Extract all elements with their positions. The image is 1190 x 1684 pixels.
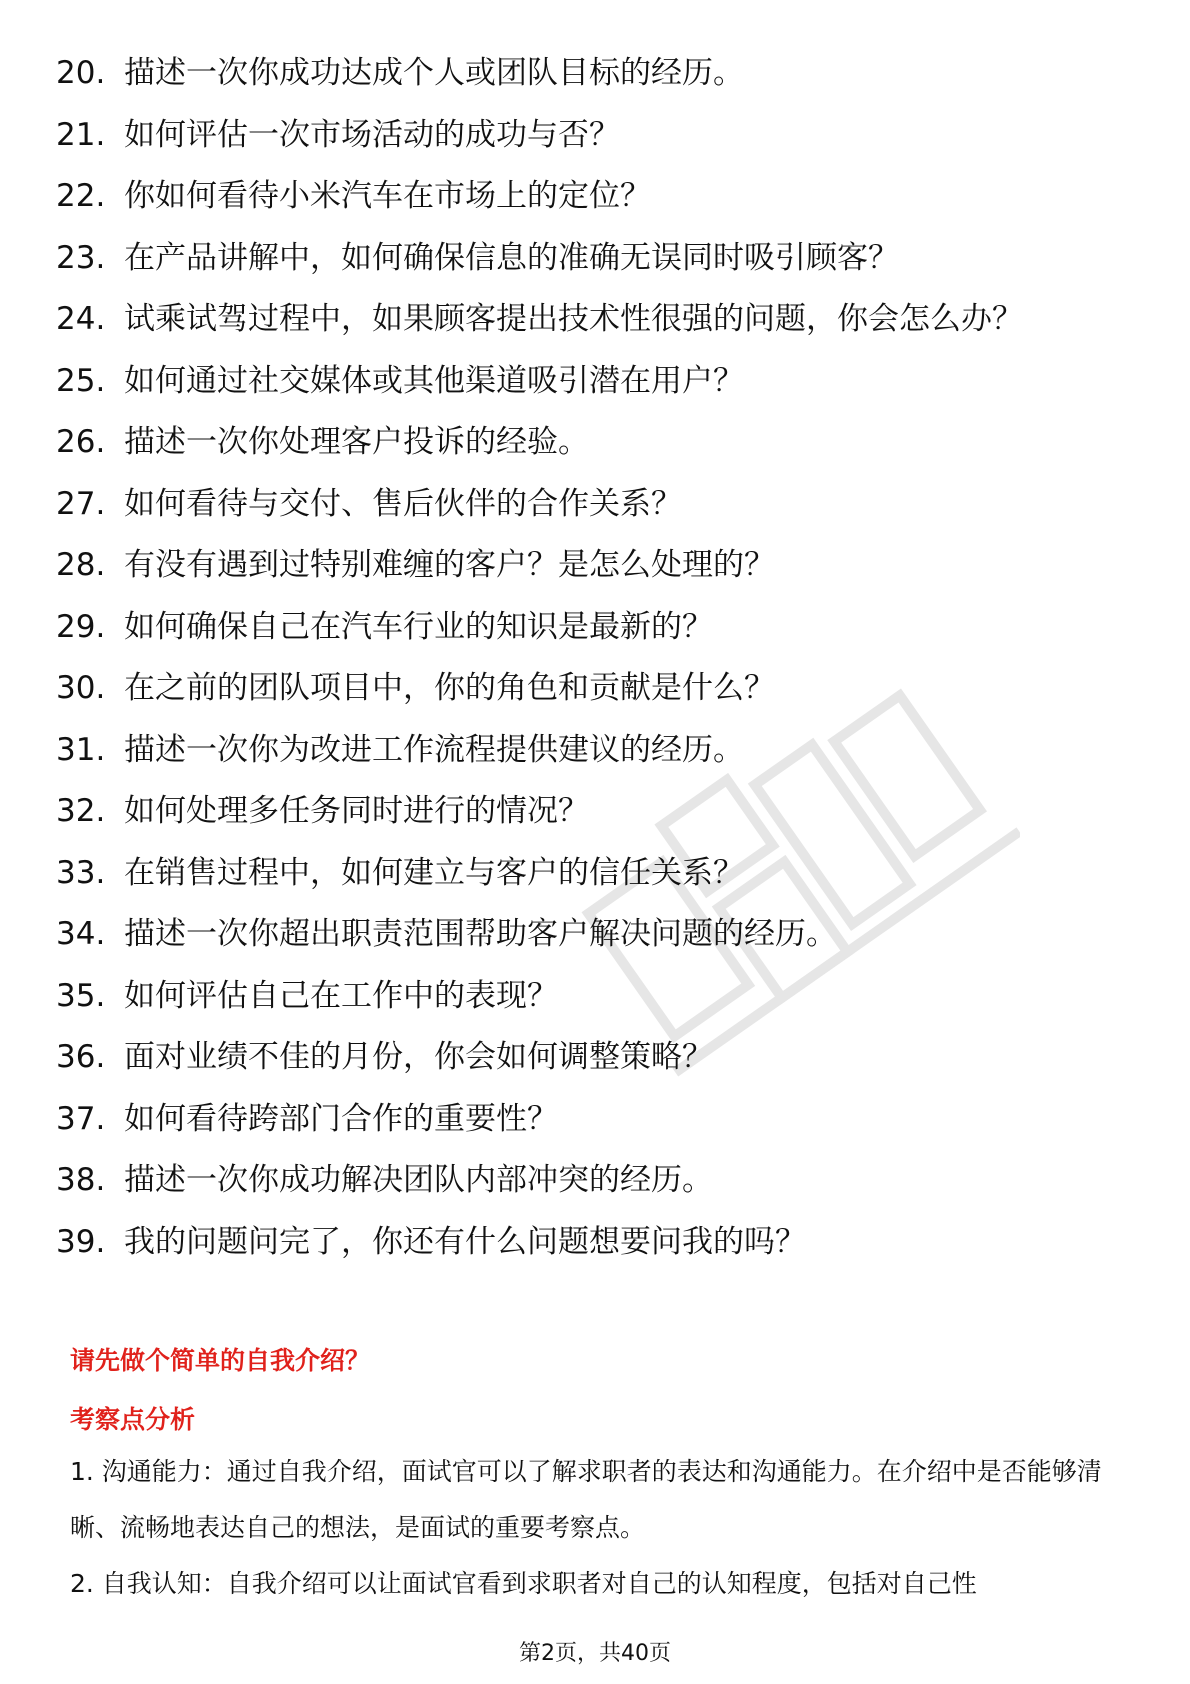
question-text: 如何评估一次市场活动的成功与否？ bbox=[124, 116, 620, 153]
list-item bbox=[56, 975, 1116, 1017]
list-item bbox=[56, 421, 1116, 463]
question-text: 如何通过社交媒体或其他渠道吸引潜在用户？ bbox=[124, 362, 744, 399]
question-text: 描述一次你为改进工作流程提供建议的经历。 bbox=[124, 731, 744, 768]
question-text: 试乘试驾过程中，如果顾客提出技术性很强的问题，你会怎么办？ bbox=[124, 301, 1023, 337]
question-text: 有没有遇到过特别难缠的客户？是怎么处理的？ bbox=[124, 547, 775, 583]
list-item bbox=[56, 667, 1116, 709]
question-number: 22. bbox=[56, 178, 106, 214]
question-text: 如何看待与交付、售后伙伴的合作关系？ bbox=[124, 485, 682, 522]
list-item bbox=[56, 298, 1116, 340]
list-item bbox=[56, 1159, 1116, 1201]
question-number: 37. bbox=[56, 1100, 106, 1137]
analysis-point-2: 2. 自我认知：自我介绍可以让面试官看到求职者对自己的认知程度，包括对自己性 bbox=[70, 1569, 977, 1598]
question-list bbox=[56, 52, 1116, 1282]
question-number: 28. bbox=[56, 547, 106, 583]
list-item bbox=[56, 52, 1116, 94]
list-item bbox=[56, 483, 1116, 525]
list-item bbox=[56, 237, 1116, 279]
list-item bbox=[56, 360, 1116, 402]
question-number: 25. bbox=[56, 362, 106, 399]
question-number: 31. bbox=[56, 731, 106, 768]
question-number: 38. bbox=[56, 1162, 106, 1198]
analysis-point-1: 1. 沟通能力：通过自我介绍，面试官可以了解求职者的表达和沟通能力。在介绍中是否能够清晰、流畅地表达自己的想法，是面试的重要考察点。 bbox=[70, 1457, 1102, 1542]
question-number: 33. bbox=[56, 854, 106, 891]
question-number: 26. bbox=[56, 424, 106, 460]
question-text: 如何处理多任务同时进行的情况？ bbox=[124, 793, 589, 829]
question-text: 如何评估自己在工作中的表现？ bbox=[124, 977, 558, 1014]
question-number: 27. bbox=[56, 485, 106, 522]
list-item bbox=[56, 913, 1116, 955]
list-item bbox=[56, 1036, 1116, 1078]
question-number: 35. bbox=[56, 977, 106, 1014]
question-number: 21. bbox=[56, 116, 106, 153]
question-text: 在之前的团队项目中，你的角色和贡献是什么？ bbox=[124, 670, 775, 706]
question-number: 39. bbox=[56, 1223, 106, 1260]
analysis-heading: 考察点分析 bbox=[70, 1405, 196, 1434]
list-item bbox=[56, 175, 1116, 217]
question-text: 如何看待跨部门合作的重要性？ bbox=[124, 1100, 558, 1137]
question-text: 在产品讲解中，如何确保信息的准确无误同时吸引顾客？ bbox=[124, 239, 899, 276]
question-text: 描述一次你超出职责范围帮助客户解决问题的经历。 bbox=[124, 916, 837, 952]
list-item bbox=[56, 729, 1116, 771]
question-text: 我的问题问完了，你还有什么问题想要问我的吗？ bbox=[124, 1223, 806, 1260]
question-text: 描述一次你处理客户投诉的经验。 bbox=[124, 424, 589, 460]
question-number: 32. bbox=[56, 793, 106, 829]
question-text: 如何确保自己在汽车行业的知识是最新的？ bbox=[124, 608, 713, 645]
list-item bbox=[56, 114, 1116, 156]
question-number: 29. bbox=[56, 608, 106, 645]
section-question-title: 请先做个简单的自我介绍？ bbox=[70, 1346, 371, 1375]
list-item bbox=[56, 1098, 1116, 1140]
question-text: 在销售过程中，如何建立与客户的信任关系？ bbox=[124, 854, 744, 891]
question-text: 你如何看待小米汽车在市场上的定位？ bbox=[124, 178, 651, 214]
page-number-footer: 第2页，共40页 bbox=[519, 1641, 671, 1666]
question-number: 23. bbox=[56, 239, 106, 276]
question-text: 描述一次你成功解决团队内部冲突的经历。 bbox=[124, 1162, 713, 1198]
list-item bbox=[56, 852, 1116, 894]
question-number: 34. bbox=[56, 916, 106, 952]
question-number: 30. bbox=[56, 670, 106, 706]
list-item bbox=[56, 606, 1116, 648]
list-item bbox=[56, 790, 1116, 832]
question-number: 20. bbox=[56, 55, 106, 91]
question-number: 24. bbox=[56, 301, 106, 337]
question-text: 面对业绩不佳的月份，你会如何调整策略？ bbox=[124, 1039, 713, 1075]
list-item bbox=[56, 1221, 1116, 1263]
list-item bbox=[56, 544, 1116, 586]
question-number: 36. bbox=[56, 1039, 106, 1075]
question-text: 描述一次你成功达成个人或团队目标的经历。 bbox=[124, 55, 744, 91]
